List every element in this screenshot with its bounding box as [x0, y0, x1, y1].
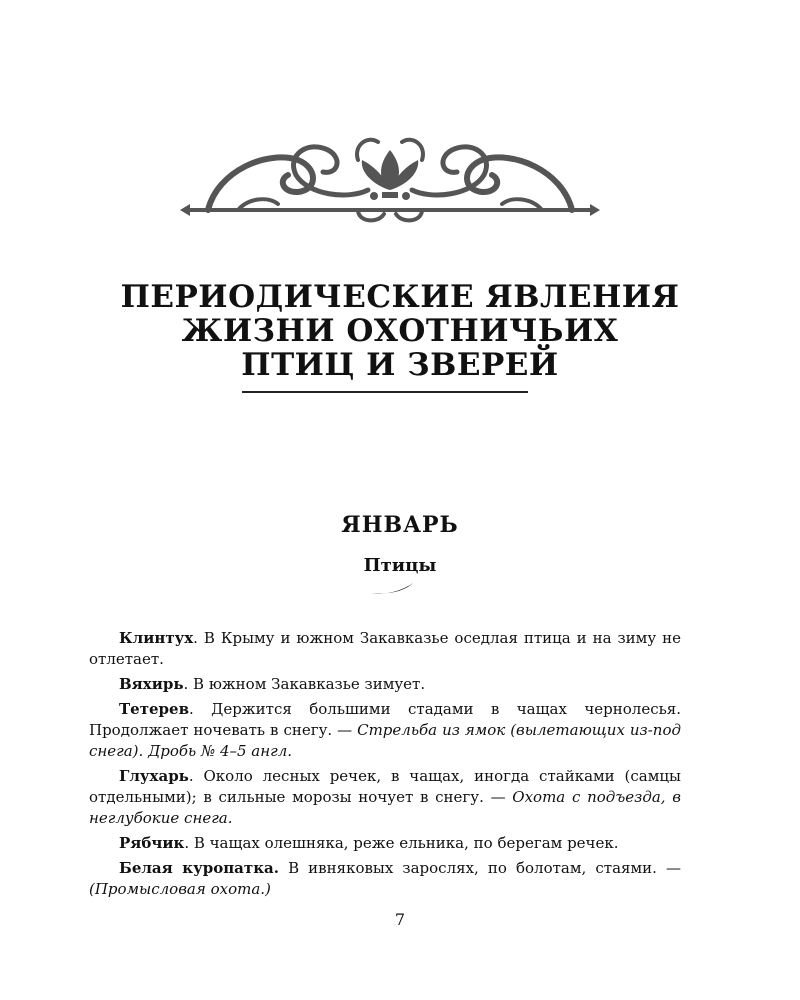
header-ornament-icon	[178, 130, 602, 226]
page-number: 7	[394, 910, 406, 929]
chapter-title-line: ЖИЗНИ ОХОТНИЧЬИХ	[181, 313, 619, 349]
entry-text: . В южном Закавказье зимует.	[183, 675, 426, 693]
entry-paragraph	[89, 674, 681, 695]
entry-paragraph	[89, 833, 681, 854]
entry-term: Рябчик	[119, 834, 185, 852]
chapter-title	[0, 280, 800, 382]
entry-text: . Около лесных речек, в чащах, иногда стайками (самцы отдельными); в сильные морозы ночует в снегу. —	[89, 767, 681, 806]
chapter-title-line: ПЕРИОДИЧЕСКИЕ ЯВЛЕНИЯ	[120, 279, 680, 315]
entry-paragraph	[89, 766, 681, 829]
entry-paragraph	[89, 858, 681, 900]
entry-term: Белая куропатка.	[119, 859, 279, 877]
entry-text: . В чащах олешняка, реже ельника, по берегам речек.	[184, 834, 619, 852]
entry-text: В ивняковых зарослях, по болотам, стаями. —	[278, 859, 682, 877]
entry-term: Вяхирь	[119, 675, 184, 693]
title-underline	[242, 391, 528, 393]
entry-text: . Держится большими стадами в чащах чернолесья. Продолжает ночевать в снегу. —	[89, 700, 681, 739]
entry-text: . В Крыму и южном Закавказье оседлая птица и на зиму не отлетает.	[89, 629, 681, 668]
entry-term: Глухарь	[119, 767, 189, 785]
section-heading: Птицы	[363, 555, 437, 576]
entry-note: (Промысловая охота.)	[89, 880, 271, 898]
entry-term: Клинтух	[119, 629, 194, 647]
entry-term: Тетерев	[119, 700, 189, 718]
entry-paragraph	[89, 628, 681, 670]
entry-paragraph	[89, 699, 681, 762]
chapter-title-line: ПТИЦ И ЗВЕРЕЙ	[241, 347, 559, 383]
entry-note: Стрельба из ямок (вылетающих из-под снега). Дробь № 4–5 англ.	[89, 721, 682, 760]
feather-icon	[369, 581, 415, 597]
entries-text	[89, 628, 681, 904]
month-heading: ЯНВАРЬ	[341, 512, 459, 538]
entry-note: Охота с подъезда, в неглубокие снега.	[89, 788, 681, 827]
